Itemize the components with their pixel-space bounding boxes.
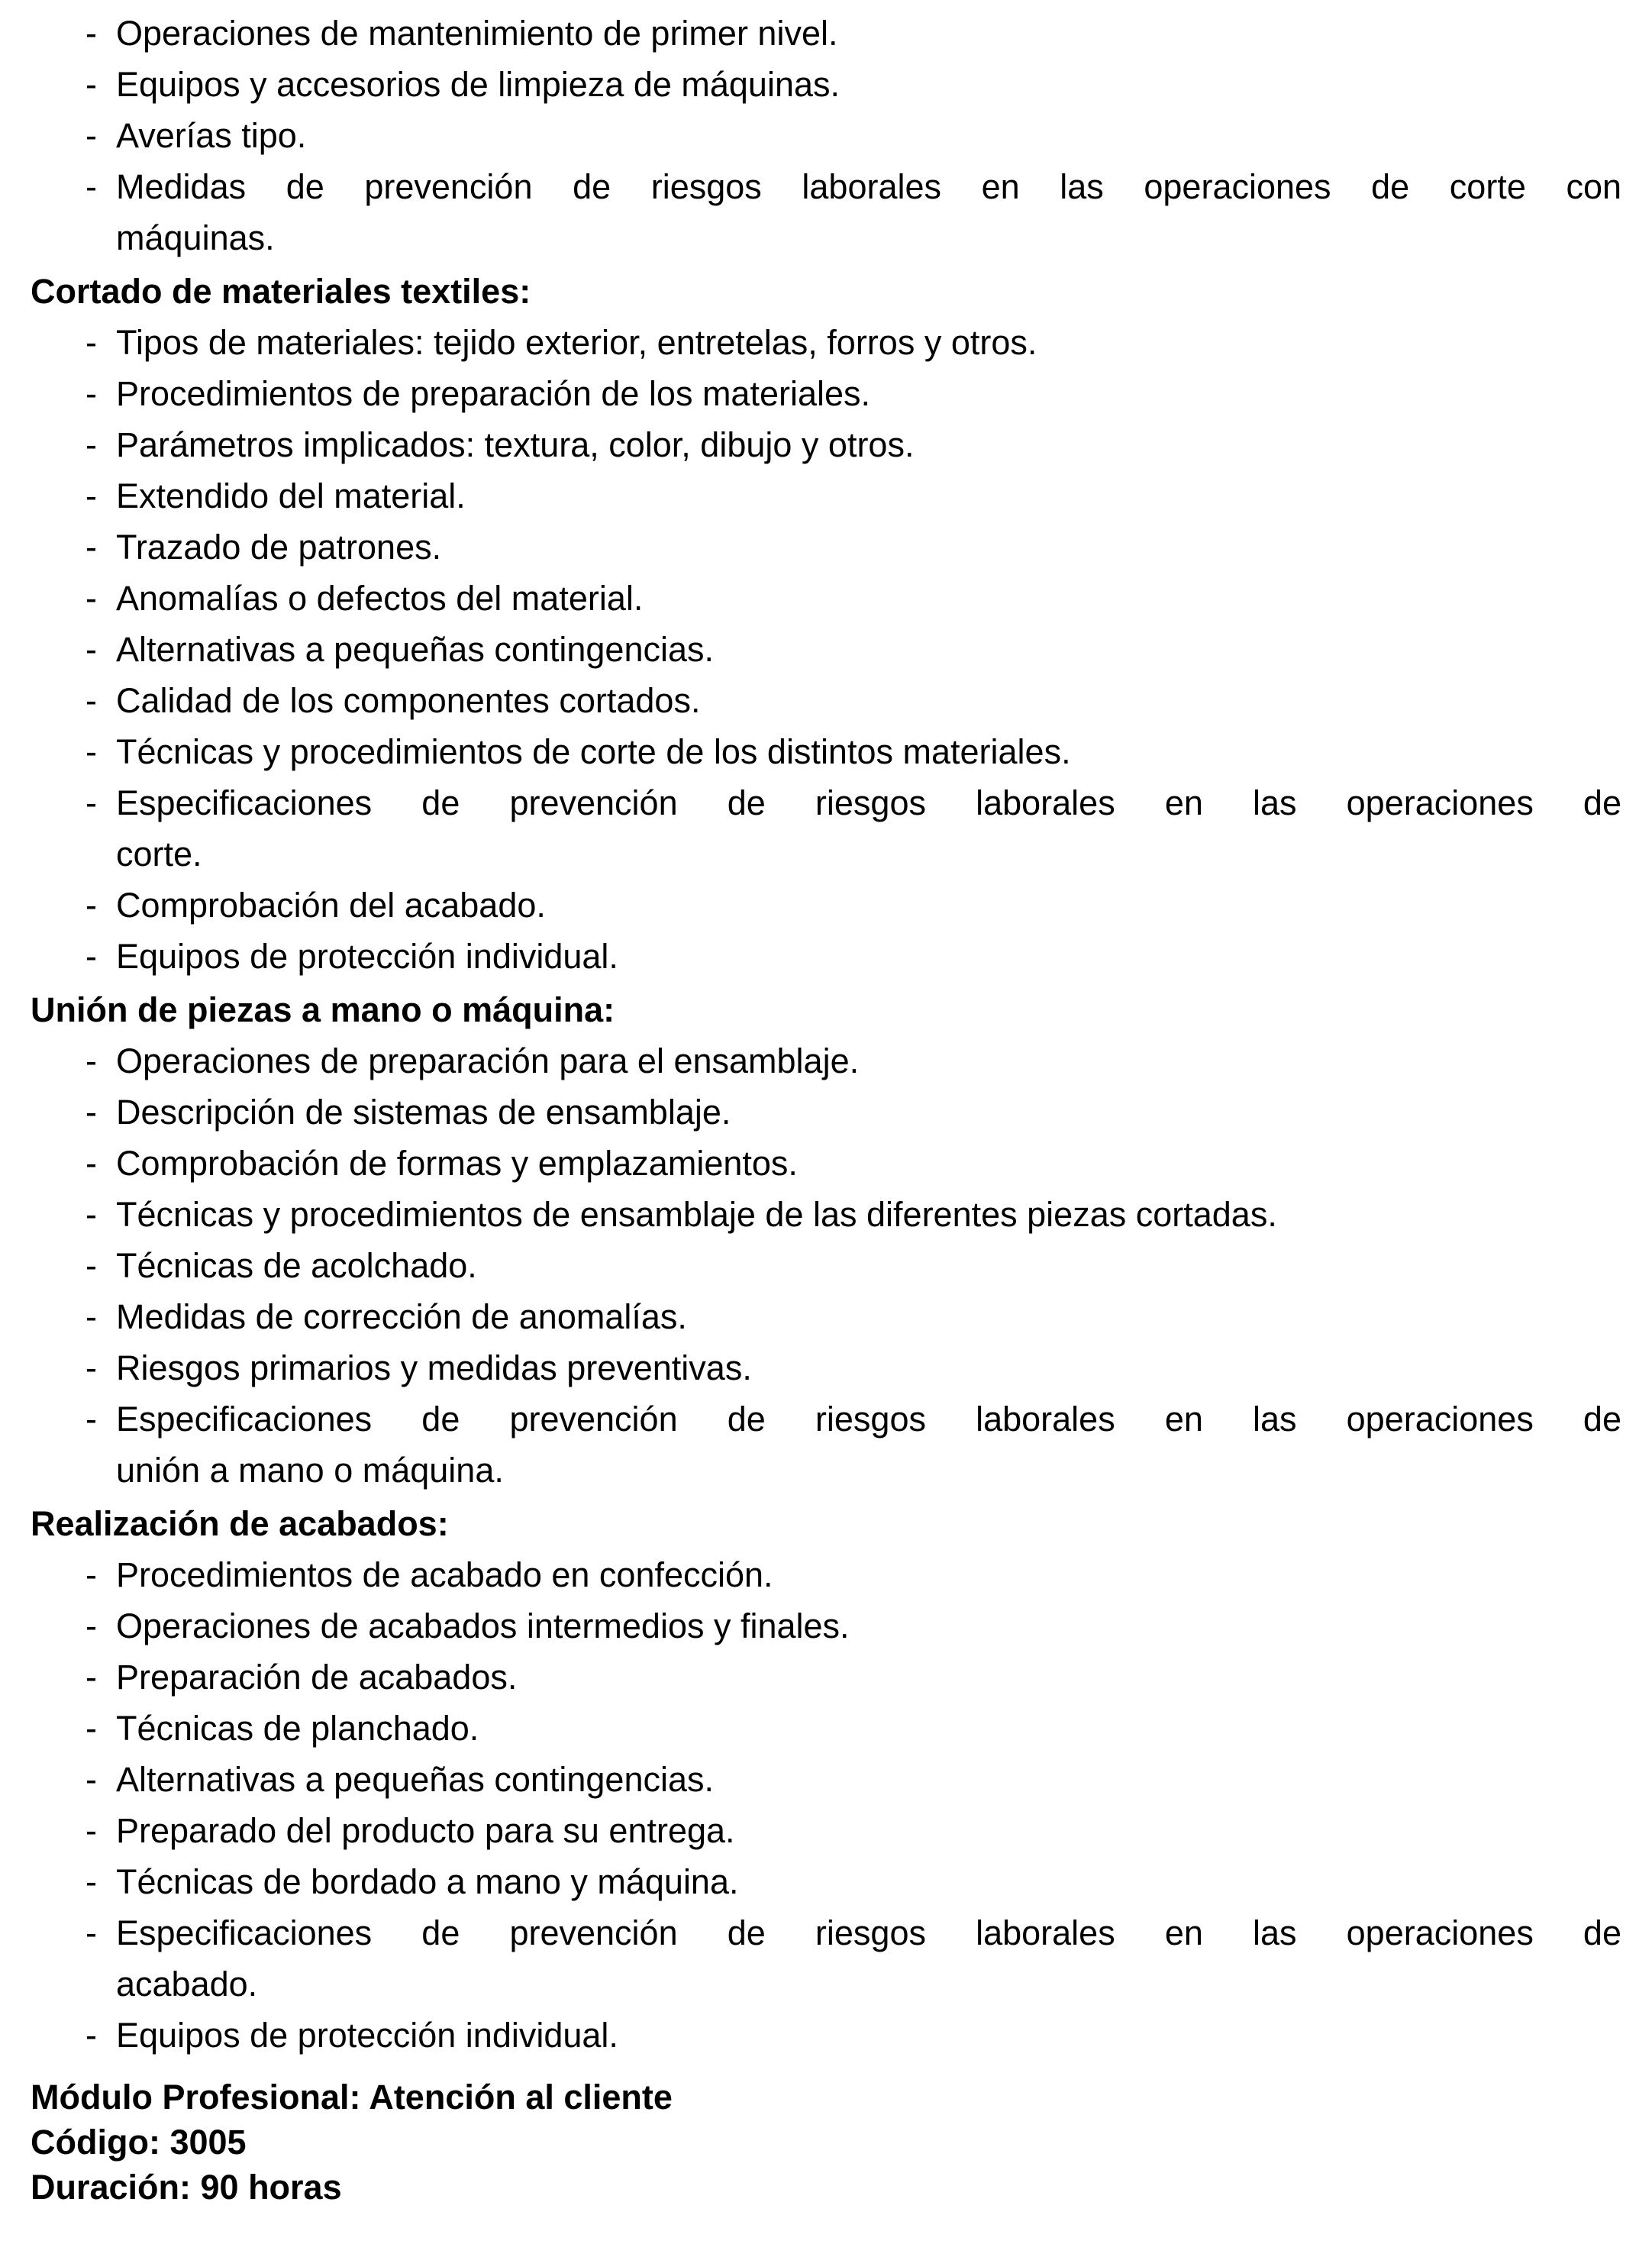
list-item [86,880,1621,931]
list-item-text: unión a mano o máquina. [116,1451,504,1490]
list-item [86,1652,1621,1703]
bullet-dash: - [86,1246,97,1285]
bullet-dash: - [86,579,97,618]
list-item [86,1907,1621,2010]
list-item-text: Extendido del material. [116,476,466,515]
bullet-dash: - [86,1862,97,1901]
bullet-dash: - [86,1297,97,1336]
bullet-dash: - [86,2016,97,2055]
list-item [86,1035,1621,1087]
list-item [86,1703,1621,1754]
bullet-dash: - [86,1658,97,1697]
bullet-dash: - [86,630,97,669]
bullet-dash: - [86,1093,97,1132]
bullet-dash: - [86,476,97,515]
bullet-dash: - [86,783,97,822]
list-item-text: Especificaciones de prevención de riesgos laborales en las operaciones de [116,1400,1621,1438]
section-heading: Cortado de materiales textiles: [31,272,531,311]
bullet-dash: - [86,528,97,567]
list-item [86,1600,1621,1652]
list-item [86,161,1621,263]
list-item-text: Operaciones de preparación para el ensamblaje. [116,1041,860,1080]
list-item-text: Operaciones de mantenimiento de primer nivel. [116,14,838,53]
bullet-list [86,317,1621,982]
list-item [86,624,1621,675]
list-item-text: Alternativas a pequeñas contingencias. [116,630,715,669]
section-heading: Unión de piezas a mano o máquina: [31,990,615,1029]
list-item-text: máquinas. [116,218,275,257]
list-item [86,931,1621,982]
bullet-dash: - [86,1811,97,1850]
bullet-dash: - [86,1400,97,1438]
list-item-text: Técnicas de planchado. [116,1709,479,1748]
bullet-dash: - [86,14,97,53]
list-item [86,726,1621,777]
list-item [86,317,1621,368]
list-item-text: Comprobación de formas y emplazamientos. [116,1144,798,1183]
bullet-dash: - [86,1144,97,1183]
list-item-text: Averías tipo. [116,116,307,155]
list-item-text: Medidas de corrección de anomalías. [116,1297,687,1336]
list-item [86,8,1621,59]
bullet-dash: - [86,1606,97,1645]
list-item [86,1342,1621,1393]
list-item-text: Preparado del producto para su entrega. [116,1811,735,1850]
list-item-text: Calidad de los componentes cortados. [116,681,701,720]
module-duration: Duración: 90 horas [31,2168,342,2207]
list-item [86,1856,1621,1907]
list-item-text: Especificaciones de prevención de riesgos laborales en las operaciones de [116,783,1621,822]
list-item-text: Parámetros implicados: textura, color, dibujo y otros. [116,425,915,464]
bullet-list [86,1549,1621,2061]
list-item-text: Preparación de acabados. [116,1658,518,1697]
list-item [86,1754,1621,1805]
bullet-dash: - [86,1348,97,1387]
bullet-dash: - [86,937,97,976]
list-item [86,2010,1621,2061]
list-item-text: Técnicas de acolchado. [116,1246,477,1285]
list-item-text: Procedimientos de acabado en confección. [116,1555,773,1594]
bullet-dash: - [86,1041,97,1080]
list-item-text: Equipos y accesorios de limpieza de máquinas. [116,65,841,104]
list-item [86,368,1621,419]
list-item [86,419,1621,470]
list-item [86,1291,1621,1342]
list-item-text: Equipos de protección individual. [116,937,618,976]
bullet-dash: - [86,167,97,206]
list-item-text: Medidas de prevención de riesgos laborales en las operaciones de corte con [116,167,1621,206]
list-item [86,1189,1621,1240]
bullet-dash: - [86,1913,97,1952]
list-item-text: Riesgos primarios y medidas preventivas. [116,1348,752,1387]
list-item-text: corte. [116,835,202,873]
list-item-text: Tipos de materiales: tejido exterior, entretelas, forros y otros. [116,323,1037,362]
intro-list [31,8,1621,263]
list-item [86,1805,1621,1856]
list-item-text: Equipos de protección individual. [116,2016,618,2055]
list-item [86,1549,1621,1600]
list-item [86,110,1621,161]
list-item [86,470,1621,521]
bullet-dash: - [86,1709,97,1748]
section-heading: Realización de acabados: [31,1504,449,1543]
list-item-text: Descripción de sistemas de ensamblaje. [116,1093,731,1132]
list-item-text: Anomalías o defectos del material. [116,579,644,618]
list-item [86,1138,1621,1189]
list-item-text: Alternativas a pequeñas contingencias. [116,1760,715,1799]
bullet-dash: - [86,116,97,155]
list-item-text: acabado. [116,1965,258,2004]
list-item [86,1393,1621,1496]
list-item [86,573,1621,624]
list-item-text: Técnicas y procedimientos de ensamblaje de las diferentes piezas cortadas. [116,1195,1277,1234]
list-item-text: Procedimientos de preparación de los materiales. [116,374,871,413]
bullet-dash: - [86,425,97,464]
module-title: Módulo Profesional: Atención al cliente [31,2078,673,2117]
bullet-list [86,1035,1621,1496]
bullet-dash: - [86,65,97,104]
bullet-dash: - [86,886,97,925]
list-item-text: Técnicas y procedimientos de corte de los distintos materiales. [116,732,1071,771]
list-item-text: Comprobación del acabado. [116,886,546,925]
bullet-dash: - [86,681,97,720]
list-item [86,1240,1621,1291]
bullet-dash: - [86,732,97,771]
list-item [86,675,1621,726]
list-item-text: Especificaciones de prevención de riesgos laborales en las operaciones de [116,1913,1621,1952]
list-item [86,521,1621,573]
bullet-list [86,8,1621,263]
bullet-dash: - [86,1195,97,1234]
module-info-block [31,2075,1621,2210]
bullet-dash: - [86,323,97,362]
sections-container [31,266,1621,2061]
bullet-dash: - [86,1760,97,1799]
list-item-text: Trazado de patrones. [116,528,442,567]
list-item-text: Operaciones de acabados intermedios y finales. [116,1606,850,1645]
list-item [86,59,1621,110]
bullet-dash: - [86,1555,97,1594]
list-item [86,777,1621,880]
list-item [86,1087,1621,1138]
bullet-dash: - [86,374,97,413]
list-item-text: Técnicas de bordado a mano y máquina. [116,1862,739,1901]
module-code: Código: 3005 [31,2123,247,2162]
